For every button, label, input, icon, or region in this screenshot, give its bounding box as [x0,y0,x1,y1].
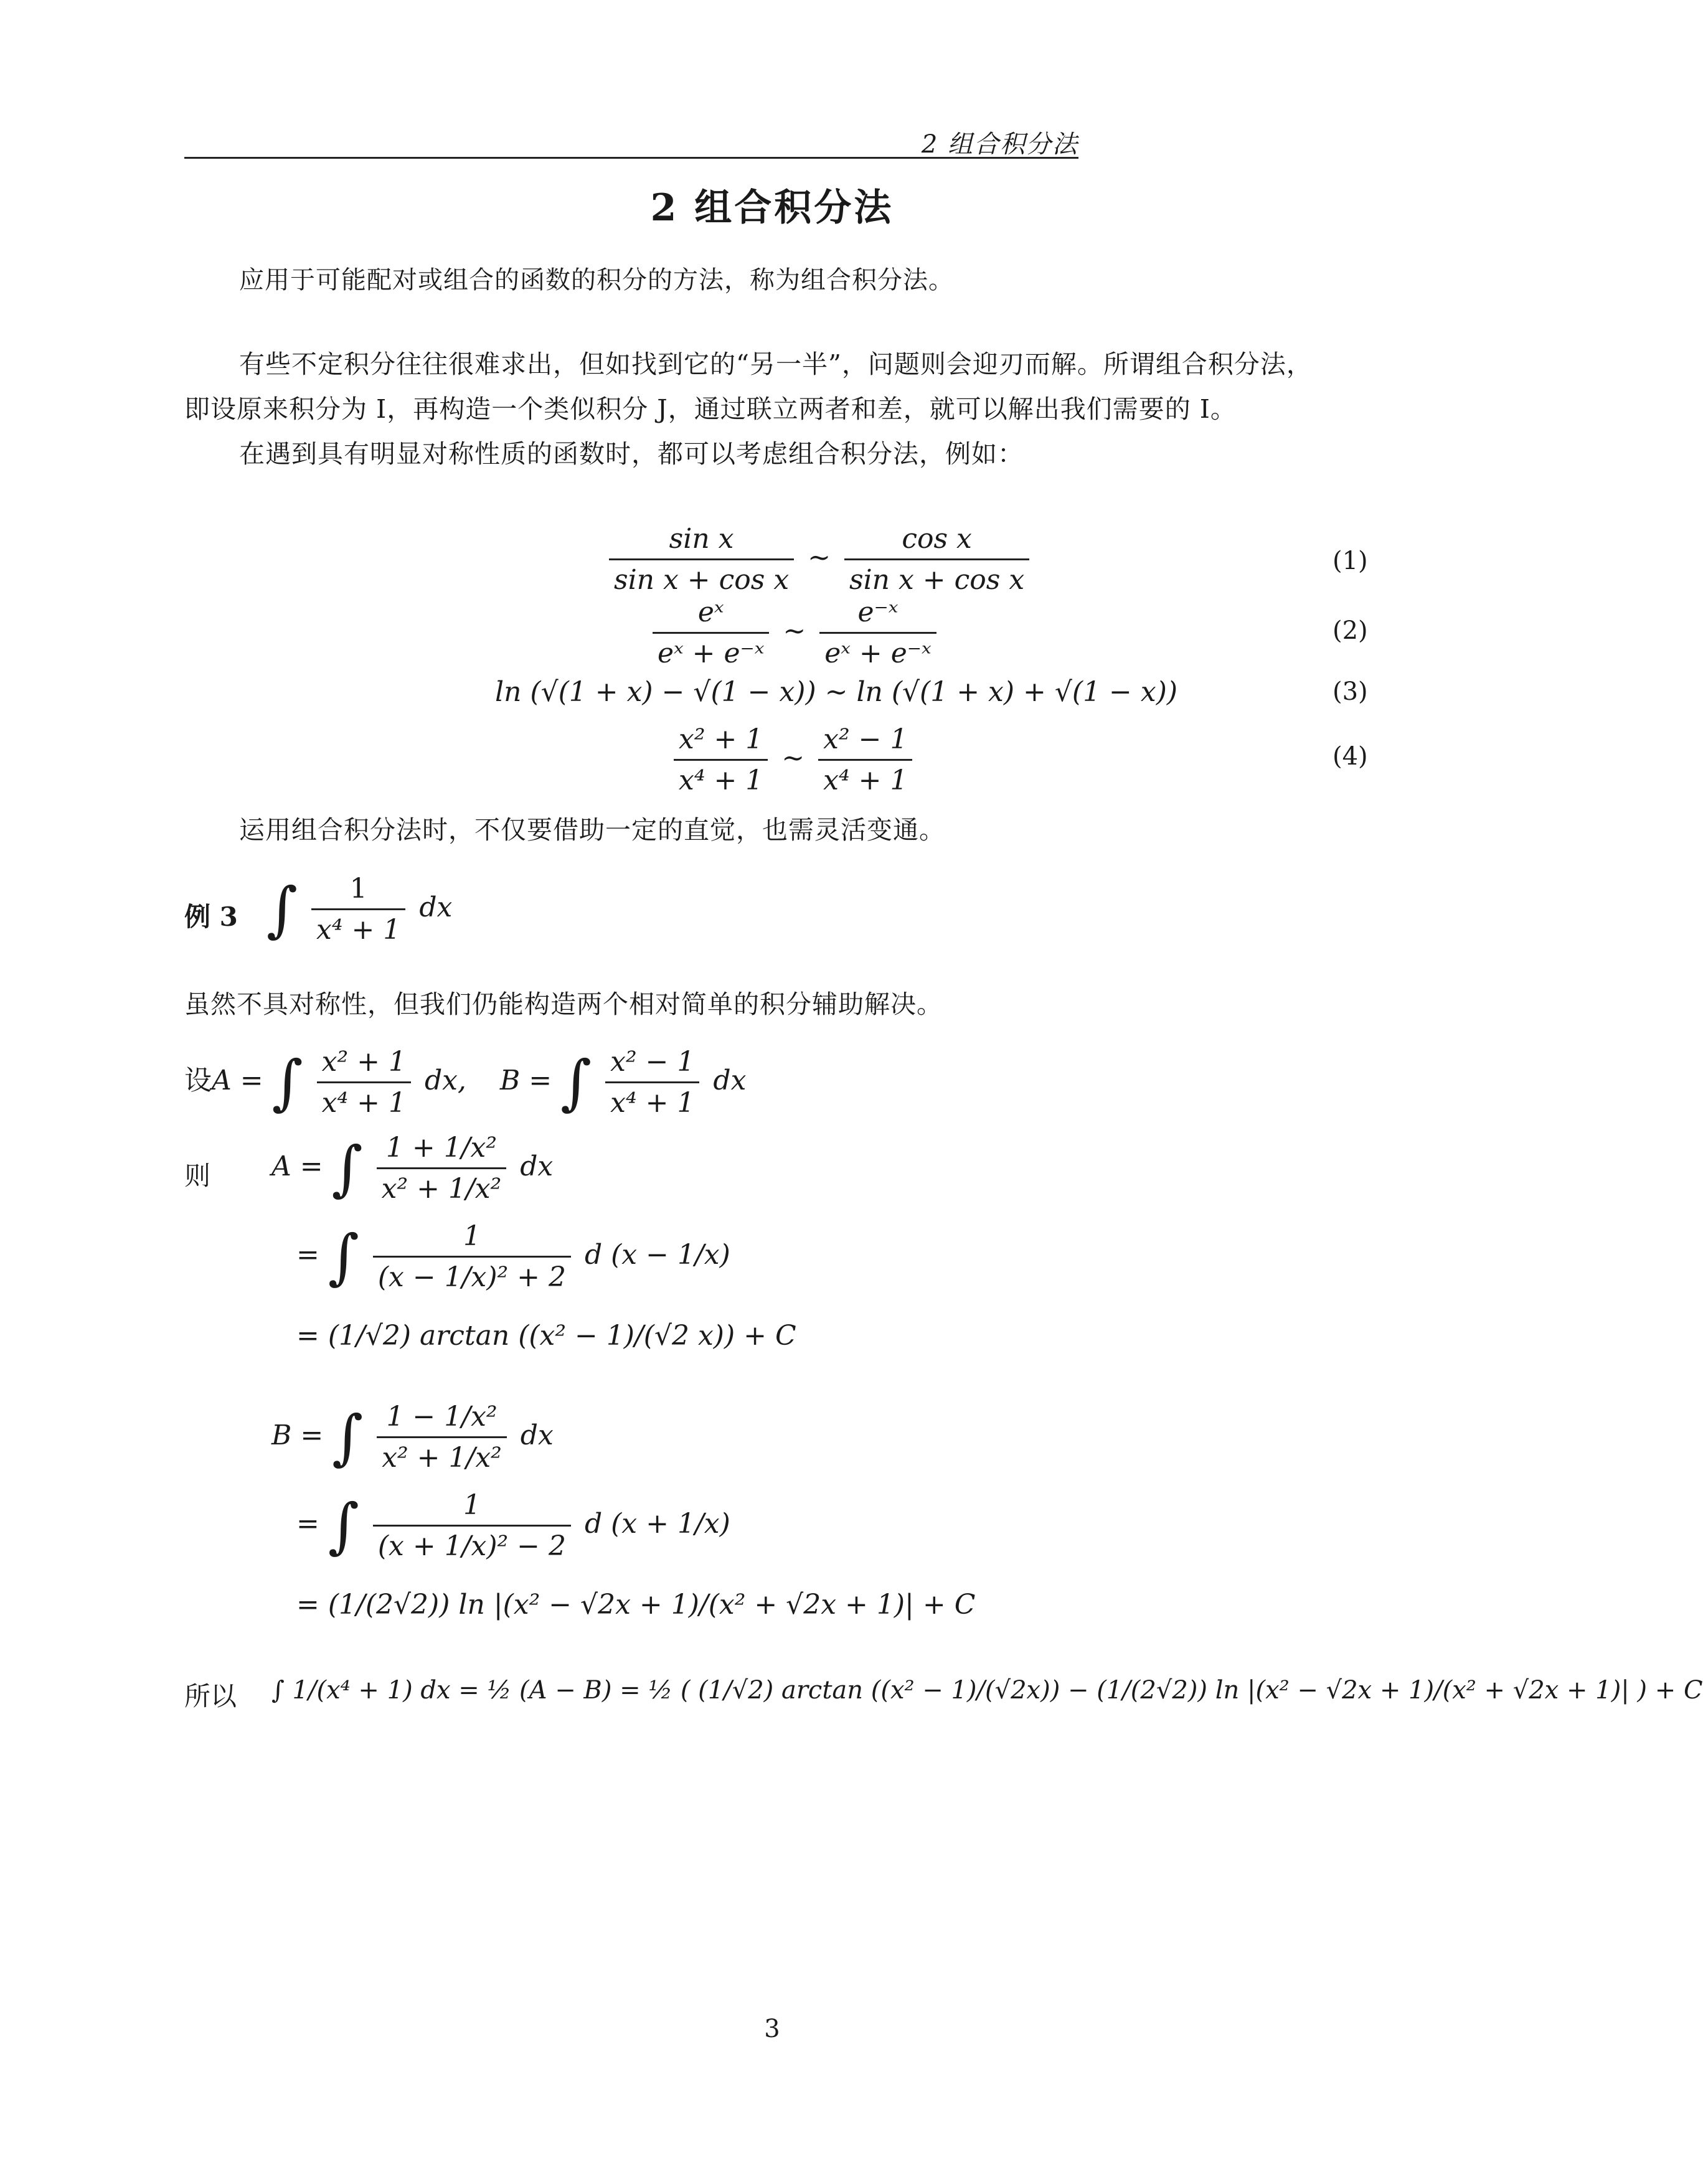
equation-tag-1: (1) [1333,547,1368,575]
a-step-1: A = ∫ $\frac{\text{1 + 1/x²}}{\text{x² + 1/x²}}$ dx [271,1132,554,1205]
paragraph-2: 即设原来积分为 I，再构造一个类似积分 J，通过联立两者和差，就可以解出我们需要的 I。 [184,394,1237,424]
definition-line: 设A = ∫ $\frac{\text{x² + 1}}{\text{x⁴ + 1}}$ dx, B = ∫ $\frac{\text{x² − 1}}{\text{x⁴ + 1}}$ dx [184,1046,747,1119]
a-step-3: = (1/√2) arctan ((x² − 1)/(√2 x)) + C [296,1320,796,1352]
example-integral: ∫ $\frac{1}{\text{x⁴ + 1}}$ dx [267,873,453,946]
equation-tag-4: (4) [1333,742,1368,771]
equation-4: $\frac{\text{x² + 1}}{\text{x⁴ + 1}}$ ∼ $\frac{\text{x² − 1}}{\text{x⁴ + 1}}$ [669,723,917,796]
equation-1: $\frac{\text{sin x}}{\text{sin x + cos x}}$ ∼ $\frac{\text{cos x}}{\text{sin x + cos x}}$ [604,523,1034,596]
equation-2: $\frac{\text{eˣ}}{\text{eˣ + e⁻ˣ}}$ ∼ $\frac{\text{e⁻ˣ}}{\text{eˣ + e⁻ˣ}}$ [648,596,941,669]
equation-tag-3: (3) [1333,677,1368,706]
running-header-text: 2 组合积分法 [921,130,1078,159]
page-number: 3 [764,2015,780,2043]
equation-3: ln (√(1 + x) − √(1 − x)) ∼ ln (√(1 + x) + √(1 − x)) [495,676,1178,708]
conclusion-expression: ∫ 1/(x⁴ + 1) dx = ½ (A − B) = ½ ( (1/√2) arctan ((x² − 1)/(√2x)) − (1/(2√2)) ln |(x² − √2x + 1)/(x² + √2x + 1)| ) + C [271,1676,1703,1705]
example-note: 虽然不具对称性，但我们仍能构造两个相对简单的积分辅助解决。 [184,989,943,1019]
tilde: ∼ [808,542,831,573]
b-step-3: = (1/(2√2)) ln |(x² − √2x + 1)/(x² + √2x + 1)| + C [296,1589,976,1621]
tilde: ∼ [781,742,805,774]
example-label: 例 3 [184,901,238,932]
running-header [184,122,1078,159]
b-step-1: B = ∫ $\frac{\text{1 − 1/x²}}{\text{x² + 1/x²}}$ dx [271,1401,554,1474]
abstract: 应用于可能配对或组合的函数的积分的方法，称为组合积分法。 [239,266,954,294]
equation-tag-2: (2) [1333,616,1368,645]
integral-sign: ∫ [267,874,298,944]
paragraph-1: 有些不定积分往往很难求出，但如找到它的“另一半”，问题则会迎刃而解。所谓组合积分法， [239,349,1313,379]
then-label: 则 [184,1160,211,1191]
a-step-2: = ∫ $\frac{1}{\text{(x − 1/x)² + 2}}$ d (x − 1/x) [296,1220,730,1293]
tilde: ∼ [783,615,806,647]
paragraph-3: 在遇到具有明显对称性质的函数时，都可以考虑组合积分法，例如： [239,439,1024,469]
section-title: 2 组合积分法 [650,186,894,230]
b-step-2: = ∫ $\frac{1}{\text{(x + 1/x)² − 2}}$ d (x + 1/x) [296,1489,730,1562]
conclusion-label: 所以 [184,1681,237,1711]
paragraph-after-equations: 运用组合积分法时，不仅要借助一定的直觉，也需灵活变通。 [239,815,945,845]
